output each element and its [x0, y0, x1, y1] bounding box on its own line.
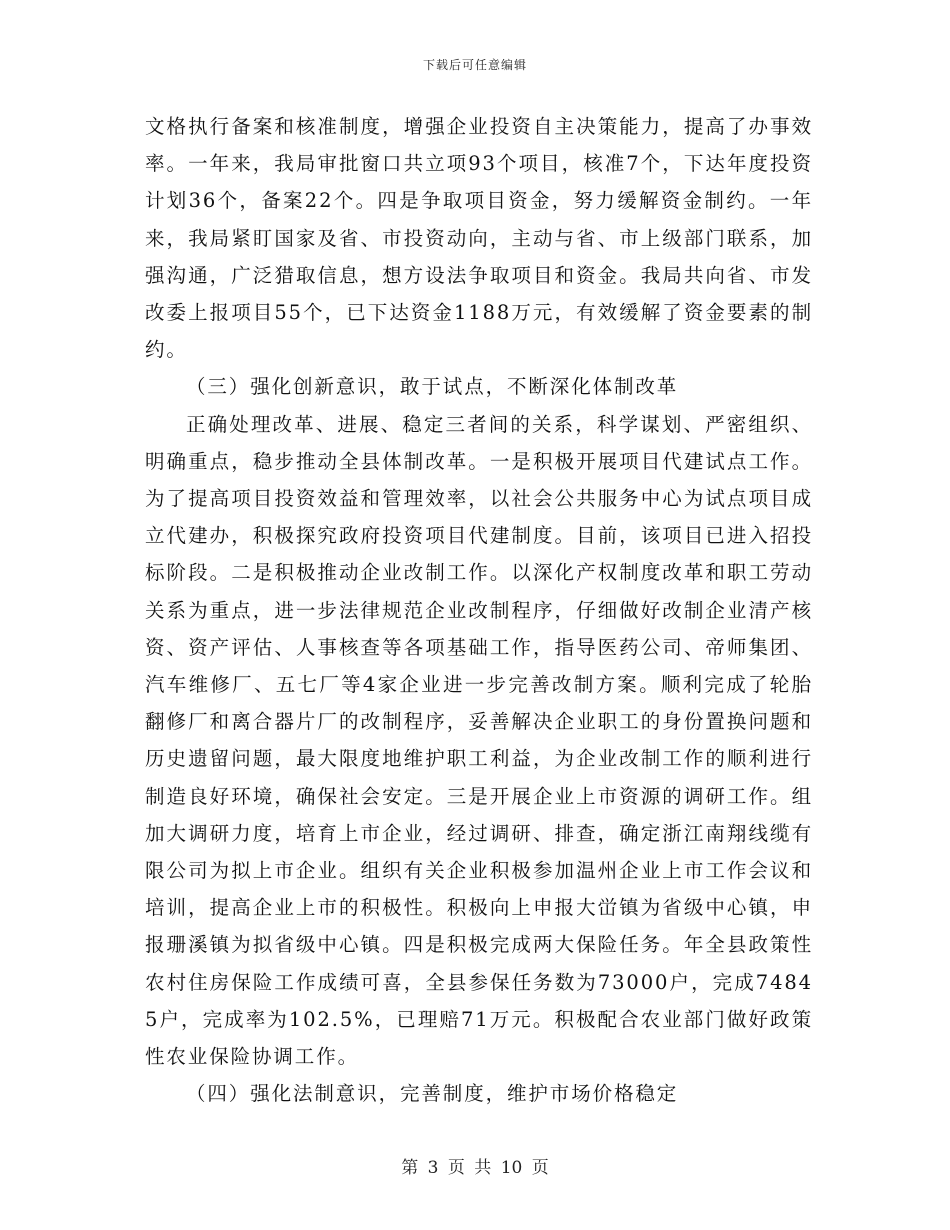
page-number: 第 3 页 共 10 页 — [401, 1158, 549, 1178]
section-heading-4: （四）强化法制意识，完善制度，维护市场价格稳定 — [186, 1082, 679, 1106]
section-heading-3: （三）强化创新意识，敢于试点，不断深化体制改革 — [186, 375, 679, 399]
document-body — [145, 108, 813, 1112]
page-header-note: 下载后可任意编辑 — [422, 58, 527, 72]
paragraph-reform: 正确处理改革、进展、稳定三者间的关系，科学谋划、严密组织、明确重点，稳步推动全县体制改革。一是积极开展项目代建试点工作。为了提高项目投资效益和管理效率，以社会公共服务中心为试点项目成立代建办，积极探究政府投资项目代建制度。目前，该项目已进入招投标阶段。二是积极推动企业改制工作。以深化产权制度改革和职工劳动关系为重点，进一步法律规范企业改制程序，仔细做好改制企业清产核资、资产评估、人事核查等各项基础工作，指导医药公司、帝师集团、汽车维修厂、五七厂等4家企业进一步完善改制方案。顺利完成了轮胎翻修厂和离合器片厂的改制程序，妥善解决企业职工的身份置换问题和历史遗留问题，最大限度地维护职工利益，为企业改制工作的顺利进行制造良好环境，确保社会安定。三是开展企业上市资源的调研工作。组加大调研力度，培育上市企业，经过调研、排查，确定浙江南翔线缆有限公司为拟上市企业。组织有关企业积极参加温州企业上市工作会议和培训，提高企业上市的积极性。积极向上申报大峃镇为省级中心镇，申报珊溪镇为拟省级中心镇。四是积极完成两大保险任务。年全县政策性农村住房保险工作成绩可喜，全县参保任务数为73000户，完成74845户，完成率为102.5%，已理赔71万元。积极配合农业部门做好政策性农业保险协调工作。 — [145, 412, 813, 1069]
paragraph-continuation: 文格执行备案和核准制度，增强企业投资自主决策能力，提高了办事效率。一年来，我局审批窗口共立项93个项目，核准7个，下达年度投资计划36个，备案22个。四是争取项目资金，努力缓解资金制约。一年来，我局紧盯国家及省、市投资动向，主动与省、市上级部门联系，加强沟通，广泛猎取信息，想方设法争取项目和资金。我局共向省、市发改委上报项目55个，已下达资金1188万元，有效缓解了资金要素的制约。 — [145, 115, 813, 362]
